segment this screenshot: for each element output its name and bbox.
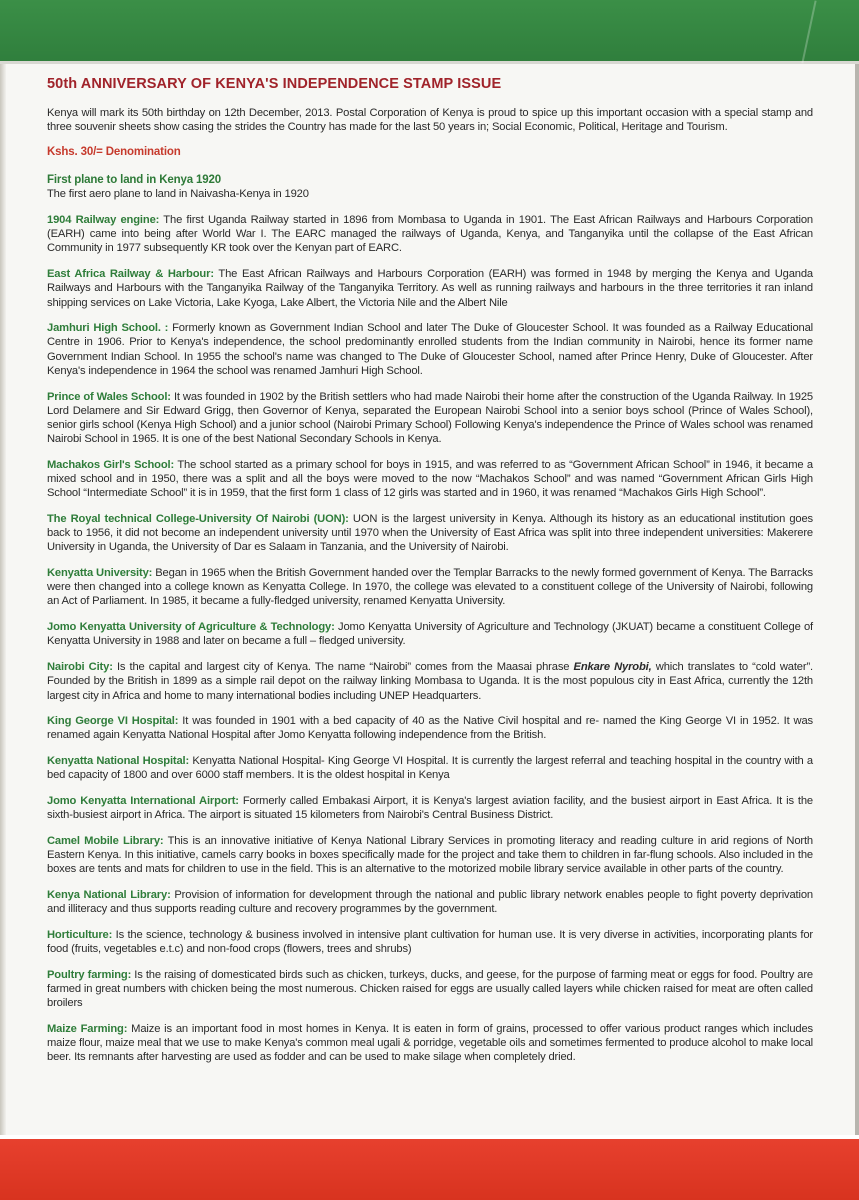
section-nairobi-city bbox=[47, 660, 813, 703]
section-term: Horticulture: bbox=[47, 928, 113, 941]
first-plane-title: First plane to land in Kenya 1920 bbox=[47, 173, 221, 186]
section-term: Machakos Girl's School: bbox=[47, 458, 175, 471]
section-horticulture bbox=[47, 928, 813, 956]
section-text: Formerly known as Government Indian School and later The Duke of Gloucester School. It was founded as a Railway Educational Centre in 1906. Prior to Kenya's independence, the school predominantly enrolled students from the Indian community in Nairobi, hence its former name Government Indian School. In 1955 the school's name was changed to The Duke of Gloucester School, named after Prince Henry, Duke of Gloucester. After Kenya's independence in 1964 the school was renamed Jamhuri High School. bbox=[47, 322, 814, 377]
section-railway-engine bbox=[47, 213, 813, 256]
section-term: King George VI Hospital: bbox=[47, 715, 179, 728]
document-body bbox=[47, 75, 813, 1076]
section-term: Camel Mobile Library: bbox=[47, 834, 164, 847]
section-text: The first Uganda Railway started in 1896 from Mombasa to Uganda in 1901. The East African Railways and Harbours Corporation (EARH) came into being after World War I. The EARC managed the railways of Uganda, Kenya, and Tanganyika until the collapse of the East African Community in 1977 subsequently KR took over the Kenyan part of EARC. bbox=[47, 214, 813, 255]
section-text: Jomo Kenyatta University of Agriculture and Technology (JKUAT) became a constituent College of Kenyatta University in 1988 and later on became a full – fledged university. bbox=[47, 621, 813, 648]
section-jamhuri-high-school bbox=[47, 321, 813, 378]
bottom-red-band bbox=[0, 1135, 859, 1200]
document-title: 50th ANNIVERSARY OF KENYA'S INDEPENDENCE STAMP ISSUE bbox=[47, 76, 502, 92]
section-term: Kenyatta University: bbox=[47, 567, 153, 580]
section-term: Prince of Wales School: bbox=[47, 390, 171, 403]
section-term: Kenyatta National Hospital: bbox=[47, 755, 190, 768]
section-text: The school started as a primary school for boys in 1915, and was referred to as “Government African School” in 1946, it became a mixed school and in 1950, there was a split and all the boys were moved to the now “Machakos School” and was named “Government African Girls High School “Intermediate School” it is in 1959, that the first form 1 class of 12 girls was started and in 1960, it was renamed “Machakos Girls High School”. bbox=[47, 458, 813, 500]
section-university-of-nairobi bbox=[47, 512, 813, 555]
section-east-africa-railway bbox=[47, 267, 813, 310]
section-text: The East African Railways and Harbours Corporation (EARH) was formed in 1948 by merging the Kenya and Uganda Railways and Harbours with the Tanganyika Railway of the Tanganyika Territory. As well as running railways and harbours in the three territories it ran inland shipping services on Lake Victoria, Lake Kyoga, Lake Albert, the Victoria Nile and the Albert Nile bbox=[47, 268, 813, 309]
section-text: Kenyatta National Hospital- King George VI Hospital. It is currently the largest referral and teaching hospital in the country with a bed capacity of 1800 and over 6000 staff members. It is the oldest hospital in Kenya bbox=[47, 755, 813, 782]
section-term: Jomo Kenyatta International Airport: bbox=[47, 795, 239, 808]
section-text: UON is the largest university in Kenya. Although its history as an educational institution goes back to 1956, it did not become an independent university until 1970 when the University of East Africa was split into three independent universities: Makerere University in Uganda, the University of Dar es Salaam in Tanzania, and the University of Nairobi. bbox=[47, 512, 813, 554]
section-text: Formerly called Embakasi Airport, it is Kenya's largest aviation facility, and the busiest airport in East Africa. It is the sixth-busiest airport in Africa. The airport is situated 15 kilometers from Nairobi's Central Business District. bbox=[47, 795, 813, 822]
section-term: Nairobi City: bbox=[47, 661, 113, 674]
section-term: Maize Farming: bbox=[47, 1022, 128, 1035]
section-text: Is the raising of domesticated birds such as chicken, turkeys, ducks, and geese, for the purpose of farming meat or eggs for food. Poultry are farmed in great numbers with chicken being the most numerous. Chicken raised for eggs are usually called layers while chicken raised for meat are often called broilers bbox=[47, 968, 813, 1010]
section-term: Kenya National Library: bbox=[47, 889, 171, 902]
section-text-continued: which translates to “cold water”. Founded by the British in 1899 as a simple rail depot on the railway linking Mombasa to Uganda. It is the most populous city in East Africa, currently the 12th largest city in Africa and home to many international bodies including UNEP Headquarters. bbox=[47, 661, 813, 702]
section-king-george-hospital bbox=[47, 714, 813, 742]
section-term: Poultry farming: bbox=[47, 968, 132, 981]
section-text: It was founded in 1902 by the British settlers who had made Nairobi their home after the construction of the Uganda Railway. In 1925 Lord Delamere and Sir Edward Grigg, then Governor of Kenya, separated the European Nairobi School into a senior boys school (Prince of Wales School), senior girls school (Kenya High School) and a junior school (Nairobi Primary School) Following Kenya's independence the Prince of Wales school was renamed Nairobi School in 1965. It is one of the best National Secondary Schools in Kenya. bbox=[47, 390, 813, 446]
section-camel-mobile-library bbox=[47, 834, 813, 877]
maasai-phrase: Enkare Nyrobi, bbox=[573, 661, 652, 674]
first-plane-section bbox=[47, 173, 813, 201]
denomination-label: Kshs. 30/= Denomination bbox=[47, 146, 181, 159]
section-jkia bbox=[47, 794, 813, 822]
section-text: Maize is an important food in most homes in Kenya. It is eaten in form of grains, processed to offer various product ranges which includes maize flour, maize meal that we use to make Kenya's common meal ugali & porridge, vegetable oils and sometimes fermented to produce alcohol to make local beer. Its remnants after harvesting are used as fodder and can be used to make silage when completely dried. bbox=[47, 1022, 813, 1064]
section-text: Provision of information for development through the national and public library network enables people to fight poverty deprivation and illiteracy and thus supports reading culture and recovery programmes by the government. bbox=[47, 889, 813, 916]
section-maize-farming bbox=[47, 1022, 813, 1065]
section-jkuat bbox=[47, 620, 813, 648]
right-paper-edge bbox=[855, 64, 859, 1135]
section-kenya-national-library bbox=[47, 888, 813, 916]
section-text: Is the capital and largest city of Kenya. The name “Nairobi” comes from the Maasai phrase bbox=[112, 661, 574, 674]
section-kenyatta-national-hospital bbox=[47, 754, 813, 782]
section-term: 1904 Railway engine: bbox=[47, 214, 160, 227]
intro-paragraph: Kenya will mark its 50th birthday on 12th December, 2013. Postal Corporation of Kenya is proud to spice up this important occasion with a special stamp and three souvenir sheets show casing the strides the Country has made for the last 50 years in; Social Economic, Political, Heritage and Tourism. bbox=[47, 107, 813, 134]
section-text: Began in 1965 when the British Government handed over the Templar Barracks to the newly formed government of Kenya. The Barracks were then changed into a college known as Kenyatta College. In 1970, the college was elevated to a constituent college of the University of Nairobi, following an Act of Parliament. In 1985, it became a fully-fledged university, renamed Kenyatta University. bbox=[47, 567, 814, 608]
section-term: The Royal technical College-University Of Nairobi (UON): bbox=[47, 512, 349, 525]
section-term: East Africa Railway & Harbour: bbox=[47, 268, 214, 281]
first-plane-text: The first aero plane to land in Naivasha-Kenya in 1920 bbox=[47, 187, 309, 200]
section-text: Is the science, technology & business involved in intensive plant cultivation for human use. It is very diverse in activities, incorporating plants for food (fruits, vegetables e.t.c) and non-food crops (flowers, trees and shrubs) bbox=[47, 928, 813, 956]
section-prince-of-wales-school bbox=[47, 390, 813, 447]
section-kenyatta-university bbox=[47, 566, 813, 609]
section-term: Jomo Kenyatta University of Agriculture & Technology: bbox=[47, 621, 335, 634]
section-poultry-farming bbox=[47, 968, 813, 1011]
section-term: Jamhuri High School. : bbox=[47, 322, 169, 335]
section-machakos-girls-school bbox=[47, 458, 813, 501]
section-text: It was founded in 1901 with a bed capacity of 40 as the Native Civil hospital and re- named the King George VI in 1952. It was renamed again Kenyatta National Hospital after Jomo Kenyatta following independence from the British. bbox=[47, 715, 814, 742]
section-text: This is an innovative initiative of Kenya National Library Services in promoting literacy and reading culture in arid regions of North Eastern Kenya. In this initiative, camels carry books in boxes specifically made for the project and take them to children in far-flung schools. Also included in the boxes are tents and mats for children to use in the field. This is an alternative to the motorized mobile library service available in other parts of the country. bbox=[47, 834, 813, 876]
top-green-band bbox=[0, 0, 859, 64]
